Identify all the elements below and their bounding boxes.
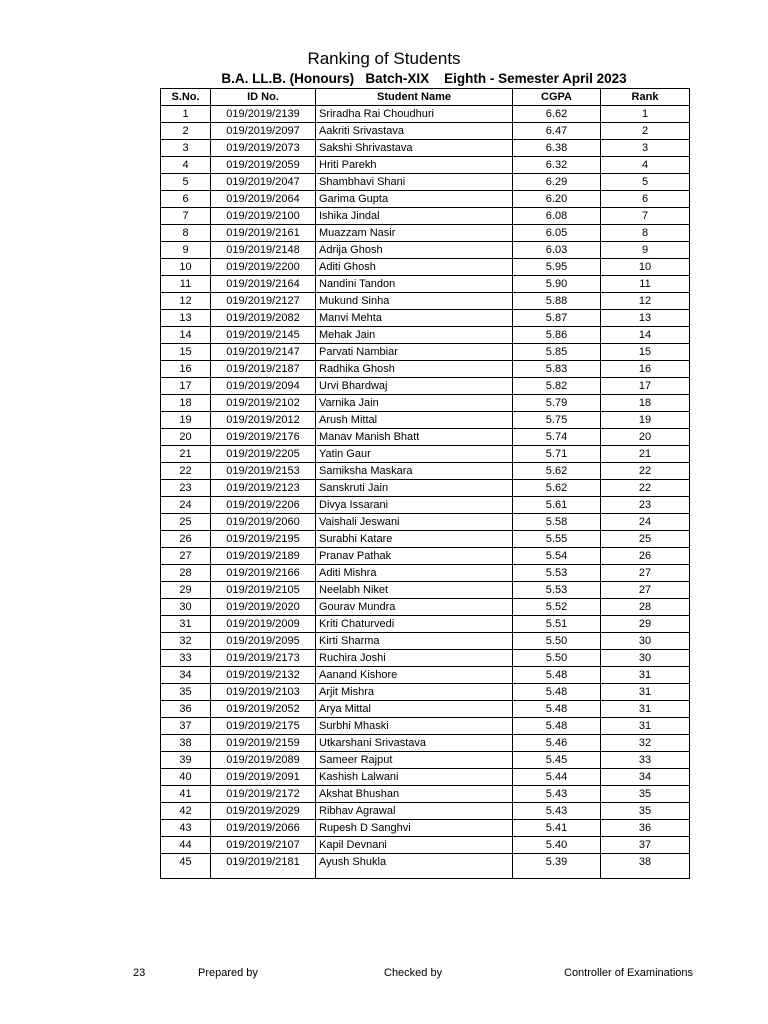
cell-sno: 19 [161, 412, 211, 429]
cell-rank: 35 [601, 803, 690, 820]
cell-cgpa: 5.58 [513, 514, 601, 531]
cell-sno: 26 [161, 531, 211, 548]
table-row [161, 616, 690, 633]
cell-sno: 10 [161, 259, 211, 276]
cell-rank: 30 [601, 650, 690, 667]
cell-cgpa: 5.87 [513, 310, 601, 327]
cell-cgpa: 5.44 [513, 769, 601, 786]
cell-name: Surbhi Mhaski [316, 718, 513, 735]
cell-id: 019/2019/2153 [211, 463, 316, 480]
page-subtitle: B.A. LL.B. (Honours) Batch-XIX Eighth - Semester April 2023 [221, 71, 627, 86]
table-row [161, 106, 690, 123]
table-row [161, 310, 690, 327]
cell-sno: 16 [161, 361, 211, 378]
cell-cgpa: 5.55 [513, 531, 601, 548]
cell-sno: 28 [161, 565, 211, 582]
cell-id: 019/2019/2132 [211, 667, 316, 684]
cell-cgpa: 5.62 [513, 480, 601, 497]
cell-name: Garima Gupta [316, 191, 513, 208]
cell-sno: 43 [161, 820, 211, 837]
cell-sno: 33 [161, 650, 211, 667]
cell-sno: 11 [161, 276, 211, 293]
cell-sno: 36 [161, 701, 211, 718]
cell-id: 019/2019/2172 [211, 786, 316, 803]
cell-name: Aditi Ghosh [316, 259, 513, 276]
table-row [161, 582, 690, 599]
cell-cgpa: 5.50 [513, 650, 601, 667]
cell-name: Radhika Ghosh [316, 361, 513, 378]
cell-cgpa: 6.29 [513, 174, 601, 191]
cell-name: Arjit Mishra [316, 684, 513, 701]
table-row [161, 854, 690, 871]
table-row [161, 208, 690, 225]
cell-sno: 3 [161, 140, 211, 157]
cell-name: Manav Manish Bhatt [316, 429, 513, 446]
cell-sno: 15 [161, 344, 211, 361]
table-row [161, 531, 690, 548]
cell-rank: 27 [601, 582, 690, 599]
cell-rank: 31 [601, 718, 690, 735]
cell-sno: 9 [161, 242, 211, 259]
cell-name: Kapil Devnani [316, 837, 513, 854]
cell-name: Urvi Bhardwaj [316, 378, 513, 395]
cell-rank: 21 [601, 446, 690, 463]
cell-id: 019/2019/2094 [211, 378, 316, 395]
cell-id: 019/2019/2161 [211, 225, 316, 242]
cell-rank: 18 [601, 395, 690, 412]
cell-sno: 17 [161, 378, 211, 395]
cell-sno: 4 [161, 157, 211, 174]
cell-cgpa: 6.08 [513, 208, 601, 225]
column-header-id: ID No. [211, 89, 316, 106]
cell-id: 019/2019/2181 [211, 854, 316, 871]
cell-sno: 8 [161, 225, 211, 242]
cell-rank: 4 [601, 157, 690, 174]
cell-name: Ayush Shukla [316, 854, 513, 871]
cell-rank: 38 [601, 854, 690, 871]
cell-rank: 25 [601, 531, 690, 548]
cell-rank: 5 [601, 174, 690, 191]
cell-cgpa: 6.32 [513, 157, 601, 174]
table-row [161, 395, 690, 412]
cell-name: Vaishali Jeswani [316, 514, 513, 531]
cell-id: 019/2019/2020 [211, 599, 316, 616]
cell-id: 019/2019/2012 [211, 412, 316, 429]
cell-rank: 3 [601, 140, 690, 157]
cell-cgpa: 5.90 [513, 276, 601, 293]
cell-id: 019/2019/2189 [211, 548, 316, 565]
cell-sno: 27 [161, 548, 211, 565]
table-row [161, 718, 690, 735]
cell-sno: 39 [161, 752, 211, 769]
cell-sno: 38 [161, 735, 211, 752]
cell-id: 019/2019/2060 [211, 514, 316, 531]
cell-cgpa: 5.88 [513, 293, 601, 310]
cell-cgpa: 5.43 [513, 786, 601, 803]
cell-id: 019/2019/2147 [211, 344, 316, 361]
cell-cgpa: 5.86 [513, 327, 601, 344]
cell-rank: 2 [601, 123, 690, 140]
cell-name: Shambhavi Shani [316, 174, 513, 191]
cell-cgpa: 6.20 [513, 191, 601, 208]
cell-id: 019/2019/2123 [211, 480, 316, 497]
cell-rank: 31 [601, 701, 690, 718]
cell-name: Yatin Gaur [316, 446, 513, 463]
cell-name: Rupesh D Sanghvi [316, 820, 513, 837]
cell-cgpa: 5.40 [513, 837, 601, 854]
cell-name: Surabhi Katare [316, 531, 513, 548]
cell-sno: 29 [161, 582, 211, 599]
table-row [161, 599, 690, 616]
cell-id: 019/2019/2082 [211, 310, 316, 327]
table-filler-row [161, 870, 690, 879]
table-row [161, 259, 690, 276]
cell-name: Sriradha Rai Choudhuri [316, 106, 513, 123]
page-number: 23 [133, 967, 146, 979]
cell-name: Neelabh Niket [316, 582, 513, 599]
cell-cgpa: 5.41 [513, 820, 601, 837]
cell-cgpa: 5.62 [513, 463, 601, 480]
cell-rank: 8 [601, 225, 690, 242]
cell-sno: 20 [161, 429, 211, 446]
cell-sno: 44 [161, 837, 211, 854]
table-row [161, 752, 690, 769]
cell-sno: 23 [161, 480, 211, 497]
cell-id: 019/2019/2107 [211, 837, 316, 854]
table-row [161, 514, 690, 531]
cell-id: 019/2019/2009 [211, 616, 316, 633]
cell-rank: 35 [601, 786, 690, 803]
cell-sno: 6 [161, 191, 211, 208]
controller-label: Controller of Examinations [564, 967, 694, 979]
cell-rank: 19 [601, 412, 690, 429]
table-row [161, 140, 690, 157]
cell-rank: 11 [601, 276, 690, 293]
cell-name: Hriti Parekh [316, 157, 513, 174]
cell-rank: 17 [601, 378, 690, 395]
cell-id: 019/2019/2066 [211, 820, 316, 837]
cell-id: 019/2019/2102 [211, 395, 316, 412]
table-row [161, 174, 690, 191]
cell-rank: 12 [601, 293, 690, 310]
filler-cell [211, 870, 316, 879]
cell-name: Varnika Jain [316, 395, 513, 412]
cell-cgpa: 6.03 [513, 242, 601, 259]
cell-rank: 20 [601, 429, 690, 446]
cell-name: Muazzam Nasir [316, 225, 513, 242]
cell-sno: 34 [161, 667, 211, 684]
cell-rank: 16 [601, 361, 690, 378]
cell-name: Adrija Ghosh [316, 242, 513, 259]
cell-sno: 18 [161, 395, 211, 412]
cell-id: 019/2019/2200 [211, 259, 316, 276]
table-row [161, 480, 690, 497]
cell-cgpa: 5.53 [513, 582, 601, 599]
table-row [161, 667, 690, 684]
table-row [161, 378, 690, 395]
table-row [161, 429, 690, 446]
cell-id: 019/2019/2166 [211, 565, 316, 582]
cell-cgpa: 5.48 [513, 667, 601, 684]
cell-cgpa: 5.85 [513, 344, 601, 361]
cell-rank: 22 [601, 463, 690, 480]
cell-id: 019/2019/2052 [211, 701, 316, 718]
ranking-table [160, 88, 690, 879]
filler-cell [316, 870, 513, 879]
table-row [161, 684, 690, 701]
table-header-row [161, 89, 690, 106]
cell-rank: 30 [601, 633, 690, 650]
cell-cgpa: 5.39 [513, 854, 601, 871]
cell-cgpa: 5.48 [513, 718, 601, 735]
cell-id: 019/2019/2145 [211, 327, 316, 344]
cell-cgpa: 5.48 [513, 701, 601, 718]
cell-name: Parvati Nambiar [316, 344, 513, 361]
cell-name: Kriti Chaturvedi [316, 616, 513, 633]
cell-sno: 37 [161, 718, 211, 735]
cell-name: Ruchira Joshi [316, 650, 513, 667]
cell-cgpa: 5.52 [513, 599, 601, 616]
cell-sno: 22 [161, 463, 211, 480]
table-row [161, 701, 690, 718]
table-row [161, 548, 690, 565]
cell-rank: 32 [601, 735, 690, 752]
cell-name: Nandini Tandon [316, 276, 513, 293]
cell-name: Ribhav Agrawal [316, 803, 513, 820]
filler-cell [161, 870, 211, 879]
cell-id: 019/2019/2029 [211, 803, 316, 820]
cell-name: Kashish Lalwani [316, 769, 513, 786]
cell-name: Sanskruti Jain [316, 480, 513, 497]
cell-id: 019/2019/2176 [211, 429, 316, 446]
cell-rank: 7 [601, 208, 690, 225]
cell-cgpa: 5.71 [513, 446, 601, 463]
page-title: Ranking of Students [307, 49, 461, 68]
cell-cgpa: 6.38 [513, 140, 601, 157]
cell-rank: 15 [601, 344, 690, 361]
cell-cgpa: 5.95 [513, 259, 601, 276]
cell-id: 019/2019/2127 [211, 293, 316, 310]
cell-name: Sameer Rajput [316, 752, 513, 769]
cell-sno: 13 [161, 310, 211, 327]
cell-rank: 34 [601, 769, 690, 786]
table-row [161, 446, 690, 463]
cell-id: 019/2019/2195 [211, 531, 316, 548]
cell-rank: 1 [601, 106, 690, 123]
table-row [161, 412, 690, 429]
cell-name: Mukund Sinha [316, 293, 513, 310]
cell-cgpa: 5.51 [513, 616, 601, 633]
cell-name: Utkarshani Srivastava [316, 735, 513, 752]
cell-cgpa: 5.82 [513, 378, 601, 395]
cell-sno: 1 [161, 106, 211, 123]
cell-rank: 27 [601, 565, 690, 582]
cell-name: Arya Mittal [316, 701, 513, 718]
cell-sno: 42 [161, 803, 211, 820]
table-row [161, 633, 690, 650]
cell-sno: 25 [161, 514, 211, 531]
column-header-cgpa: CGPA [513, 89, 601, 106]
cell-cgpa: 5.74 [513, 429, 601, 446]
cell-cgpa: 5.43 [513, 803, 601, 820]
column-header-sno: S.No. [161, 89, 211, 106]
table-row [161, 293, 690, 310]
cell-rank: 37 [601, 837, 690, 854]
table-row [161, 276, 690, 293]
table-row [161, 225, 690, 242]
cell-name: Akshat Bhushan [316, 786, 513, 803]
cell-id: 019/2019/2095 [211, 633, 316, 650]
cell-id: 019/2019/2164 [211, 276, 316, 293]
cell-name: Arush Mittal [316, 412, 513, 429]
cell-cgpa: 5.53 [513, 565, 601, 582]
table-row [161, 361, 690, 378]
cell-id: 019/2019/2073 [211, 140, 316, 157]
cell-rank: 24 [601, 514, 690, 531]
cell-cgpa: 6.05 [513, 225, 601, 242]
table-row [161, 344, 690, 361]
cell-sno: 40 [161, 769, 211, 786]
cell-rank: 9 [601, 242, 690, 259]
cell-name: Sakshi Shrivastava [316, 140, 513, 157]
cell-id: 019/2019/2175 [211, 718, 316, 735]
cell-id: 019/2019/2059 [211, 157, 316, 174]
cell-rank: 26 [601, 548, 690, 565]
table-row [161, 735, 690, 752]
prepared-by-label: Prepared by [198, 967, 258, 979]
filler-cell [513, 870, 601, 879]
table-row [161, 327, 690, 344]
cell-cgpa: 5.61 [513, 497, 601, 514]
cell-name: Pranav Pathak [316, 548, 513, 565]
cell-rank: 23 [601, 497, 690, 514]
cell-name: Manvi Mehta [316, 310, 513, 327]
cell-rank: 29 [601, 616, 690, 633]
cell-name: Ishika Jindal [316, 208, 513, 225]
cell-rank: 31 [601, 684, 690, 701]
cell-id: 019/2019/2173 [211, 650, 316, 667]
cell-id: 019/2019/2206 [211, 497, 316, 514]
cell-id: 019/2019/2097 [211, 123, 316, 140]
cell-rank: 28 [601, 599, 690, 616]
table-row [161, 803, 690, 820]
cell-rank: 36 [601, 820, 690, 837]
cell-name: Aanand Kishore [316, 667, 513, 684]
cell-rank: 31 [601, 667, 690, 684]
cell-sno: 31 [161, 616, 211, 633]
filler-cell [601, 870, 690, 879]
column-header-name: Student Name [316, 89, 513, 106]
cell-sno: 5 [161, 174, 211, 191]
cell-id: 019/2019/2205 [211, 446, 316, 463]
table-row [161, 463, 690, 480]
table-body [161, 106, 690, 879]
cell-id: 019/2019/2091 [211, 769, 316, 786]
table-row [161, 157, 690, 174]
cell-cgpa: 5.46 [513, 735, 601, 752]
checked-by-label: Checked by [384, 967, 443, 979]
cell-cgpa: 5.79 [513, 395, 601, 412]
cell-cgpa: 6.47 [513, 123, 601, 140]
table-row [161, 820, 690, 837]
cell-id: 019/2019/2159 [211, 735, 316, 752]
cell-cgpa: 5.48 [513, 684, 601, 701]
cell-cgpa: 5.75 [513, 412, 601, 429]
cell-rank: 22 [601, 480, 690, 497]
table-row [161, 837, 690, 854]
cell-rank: 10 [601, 259, 690, 276]
cell-id: 019/2019/2148 [211, 242, 316, 259]
cell-id: 019/2019/2064 [211, 191, 316, 208]
cell-name: Kirti Sharma [316, 633, 513, 650]
cell-id: 019/2019/2089 [211, 752, 316, 769]
cell-sno: 41 [161, 786, 211, 803]
cell-name: Gourav Mundra [316, 599, 513, 616]
table-row [161, 769, 690, 786]
table-row [161, 123, 690, 140]
table-row [161, 650, 690, 667]
cell-id: 019/2019/2047 [211, 174, 316, 191]
cell-cgpa: 5.50 [513, 633, 601, 650]
table-row [161, 565, 690, 582]
cell-rank: 33 [601, 752, 690, 769]
table-row [161, 497, 690, 514]
cell-id: 019/2019/2100 [211, 208, 316, 225]
cell-rank: 14 [601, 327, 690, 344]
cell-sno: 32 [161, 633, 211, 650]
table-row [161, 191, 690, 208]
cell-name: Aditi Mishra [316, 565, 513, 582]
cell-sno: 30 [161, 599, 211, 616]
cell-cgpa: 6.62 [513, 106, 601, 123]
cell-sno: 2 [161, 123, 211, 140]
table-row [161, 242, 690, 259]
cell-sno: 14 [161, 327, 211, 344]
cell-name: Mehak Jain [316, 327, 513, 344]
cell-sno: 7 [161, 208, 211, 225]
cell-name: Divya Issarani [316, 497, 513, 514]
table-row [161, 786, 690, 803]
cell-id: 019/2019/2103 [211, 684, 316, 701]
cell-sno: 21 [161, 446, 211, 463]
cell-cgpa: 5.83 [513, 361, 601, 378]
cell-name: Aakriti Srivastava [316, 123, 513, 140]
cell-cgpa: 5.54 [513, 548, 601, 565]
cell-sno: 45 [161, 854, 211, 871]
cell-sno: 35 [161, 684, 211, 701]
cell-rank: 13 [601, 310, 690, 327]
cell-sno: 24 [161, 497, 211, 514]
cell-cgpa: 5.45 [513, 752, 601, 769]
cell-id: 019/2019/2105 [211, 582, 316, 599]
cell-id: 019/2019/2139 [211, 106, 316, 123]
cell-sno: 12 [161, 293, 211, 310]
cell-id: 019/2019/2187 [211, 361, 316, 378]
cell-name: Samiksha Maskara [316, 463, 513, 480]
column-header-rank: Rank [601, 89, 690, 106]
cell-rank: 6 [601, 191, 690, 208]
